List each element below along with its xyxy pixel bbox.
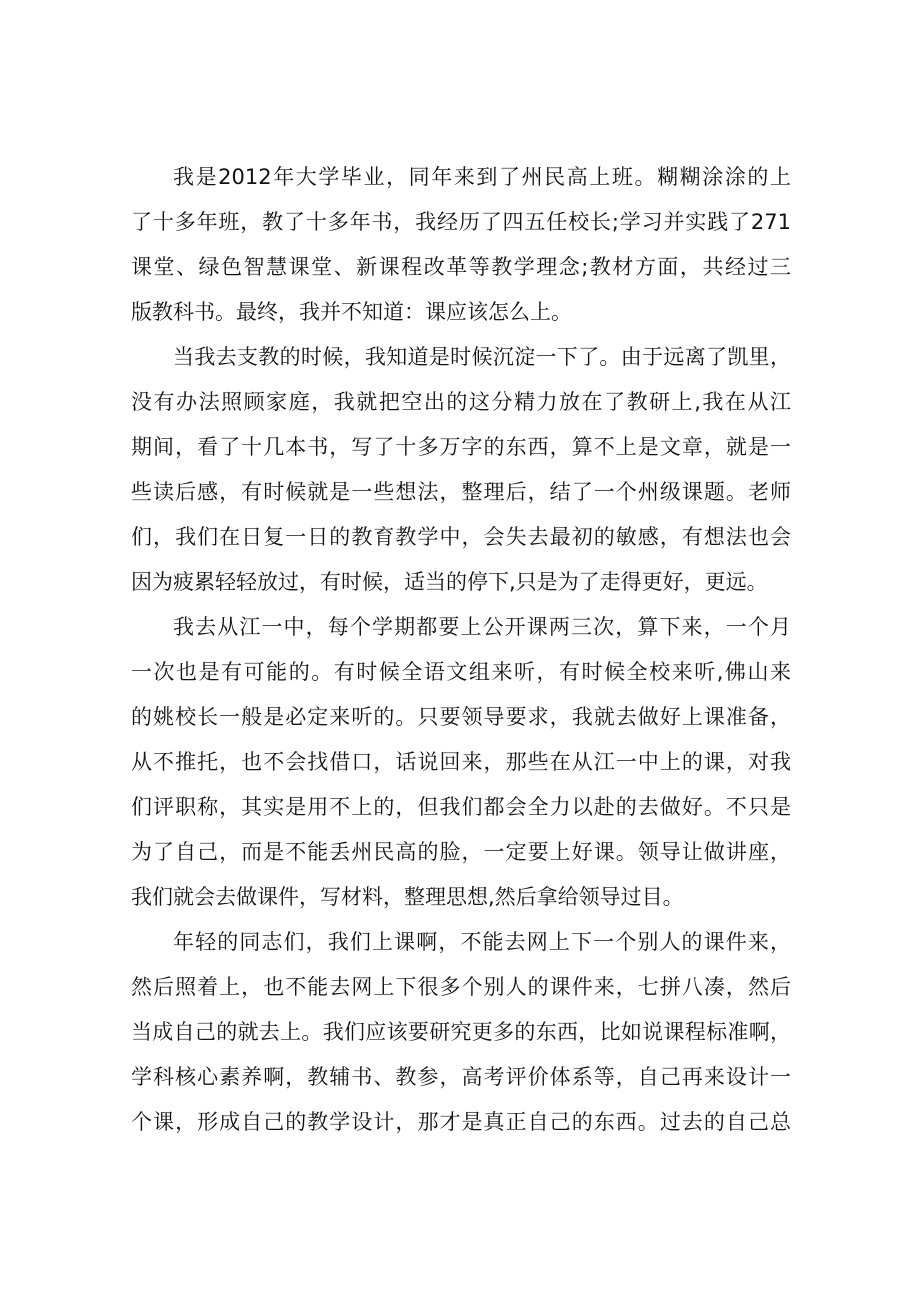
paragraph-1-line-4: 版教科书。最终，我并不知道：课应该怎么上。 [131, 300, 572, 324]
paragraph-2-line-2: 没有办法照顾家庭，我就把空出的这分精力放在了教研上,我在从江 [131, 390, 791, 414]
paragraph-1-line-2: 了十多年班，教了十多年书，我经历了四五任校长;学习并实践了271 [131, 210, 791, 234]
paragraph-3-line-7: 我们就会去做课件，写材料，整理思想,然后拿给领导过目。 [131, 885, 684, 909]
paragraph-1-line-1: 我是2012年大学毕业，同年来到了州民高上班。糊糊涂涂的上 [173, 165, 791, 189]
paragraph-4-line-1: 年轻的同志们，我们上课啊，不能去网上下一个别人的课件来， [173, 930, 791, 954]
paragraph-3-line-4: 从不推托，也不会找借口，话说回来，那些在从江一中上的课，对我 [131, 750, 791, 774]
paragraph-1-line-3: 课堂、绿色智慧课堂、新课程改革等教学理念;教材方面，共经过三 [131, 255, 791, 279]
paragraph-2-line-4: 些读后感，有时候就是一些想法，整理后，结了一个州级课题。老师 [131, 480, 791, 504]
paragraph-3-line-3: 的姚校长一般是必定来听的。只要领导要求，我就去做好上课准备， [131, 705, 791, 729]
paragraph-3-line-2: 一次也是有可能的。有时候全语文组来听，有时候全校来听,佛山来 [131, 660, 791, 684]
paragraph-2-line-3: 期间，看了十几本书，写了十多万字的东西，算不上是文章，就是一 [131, 435, 791, 459]
paragraph-4-line-3: 当成自己的就去上。我们应该要研究更多的东西，比如说课程标准啊， [131, 1020, 791, 1044]
paragraph-4-line-5: 个课，形成自己的教学设计，那才是真正自己的东西。过去的自己总 [131, 1110, 791, 1134]
paragraph-3-line-6: 为了自己，而是不能丢州民高的脸，一定要上好课。领导让做讲座， [131, 840, 791, 864]
paragraph-2-line-5: 们，我们在日复一日的教育教学中，会失去最初的敏感，有想法也会 [131, 525, 791, 549]
paragraph-2-line-6: 因为疲累轻轻放过，有时候，适当的停下,只是为了走得更好，更远。 [131, 570, 768, 594]
paragraph-3-line-5: 们评职称，其实是用不上的，但我们都会全力以赴的去做好。不只是 [131, 795, 791, 819]
paragraph-3-line-1: 我去从江一中，每个学期都要上公开课两三次，算下来，一个月 [173, 615, 791, 639]
paragraph-4-line-4: 学科核心素养啊，教辅书、教参，高考评价体系等，自己再来设计一 [131, 1065, 791, 1089]
paragraph-2-line-1: 当我去支教的时候，我知道是时候沉淀一下了。由于远离了凯里， [173, 345, 791, 369]
paragraph-4-line-2: 然后照着上，也不能去网上下很多个别人的课件来，七拼八凑，然后 [131, 975, 791, 999]
